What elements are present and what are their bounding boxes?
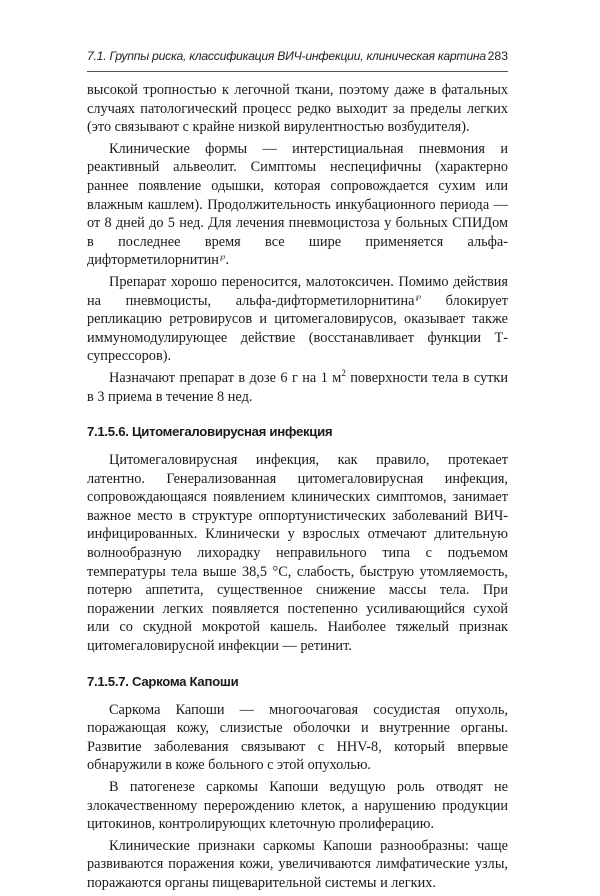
- section-heading-kaposi: 7.1.5.7. Саркома Капоши: [87, 673, 239, 689]
- paragraph: [87, 273, 508, 366]
- paragraph: Клинические признаки саркомы Капоши разнообразны: чаще развиваются поражения кожи, увеличиваются лимфатические узлы, поражаются органы пищеварительной системы и легких.: [87, 837, 508, 891]
- paragraph-text: Клинические формы — интерстициальная пневмония и реактивный альвеолит. Симптомы неспецифичны (характерно раннее появление одышки, которая сопровождается сухим или влажным кашлем). Продолжительность инкубационного периода — от 8 дней до 5 нед. Для лечения пневмоцистоза у больных СПИДом в последнее время все шире применяется альфа-дифторметилорнитин: [87, 140, 508, 269]
- paragraph: высокой тропностью к легочной ткани, поэтому даже в фатальных случаях патологический процесс редко выходит за пределы легких (это связывают с крайне низкой вирулентностью возбудителя).: [87, 82, 508, 136]
- page-number: 283: [487, 49, 508, 63]
- paragraph: [87, 369, 508, 406]
- paragraph-text: Препарат хорошо переносится, малотоксичен. Помимо действия на пневмоцисты, альфа-дифторметилорнитина: [87, 273, 508, 309]
- paragraph: [87, 140, 508, 270]
- paragraph-text: поверхности тела в сутки в 3 приема в течение 8 нед.: [87, 369, 508, 405]
- paragraph: Цитомегаловирусная инфекция, как правило, протекает латентно. Генерализованная цитомегаловирусная инфекция, сопровождающаяся появлением клинических симптомов, занимает важное место в структуре оппортунистических заболеваний ВИЧ-инфицированных. Клинически у взрослых отмечают длительную волнообразную лихорадку неправильного типа с подъемом температуры тела выше 38,5 °С, слабость, быструю утомляемость, потерю аппетита, существенное снижение массы тела. При поражении легких появляется постепенно усиливающийся сухой или со скудной мокротой кашель. Наиболее тяжелый признак цитомегаловирусной инфекции — ретинит.: [87, 452, 508, 655]
- section-heading-cmv: 7.1.5.6. Цитомегаловирусная инфекция: [87, 424, 333, 440]
- paragraph-end: .: [225, 252, 230, 269]
- page-body: [87, 81, 508, 896]
- superscript: 2: [341, 368, 346, 379]
- running-header: [87, 49, 508, 67]
- paragraph-text: блокирует репликацию ретровирусов и цитомегаловирусов, оказывает также иммуномодулирующее действие (восстанавливает функции Т-супрессоров).: [87, 292, 508, 365]
- header-divider: [87, 71, 508, 72]
- running-header-title: 7.1. Группы риска, классификация ВИЧ-инфекции, клиническая картина: [87, 49, 486, 63]
- paragraph: В патогенезе саркомы Капоши ведущую роль отводят не злокачественному перерождению клеток, а нарушению продукции цитокинов, контролирующих клеточную пролиферацию.: [87, 779, 508, 833]
- registered-drug-icon: ℘: [219, 251, 226, 261]
- paragraph-text: Назначают препарат в дозе 6 г на 1 м: [109, 369, 342, 386]
- registered-drug-icon: ℘: [415, 291, 422, 301]
- paragraph: Саркома Капоши — многоочаговая сосудистая опухоль, поражающая кожу, слизистые оболочки и внутренние органы. Развитие заболевания связывают с HHV-8, который впервые обнаружили в коже больного с этой опухолью.: [87, 701, 508, 774]
